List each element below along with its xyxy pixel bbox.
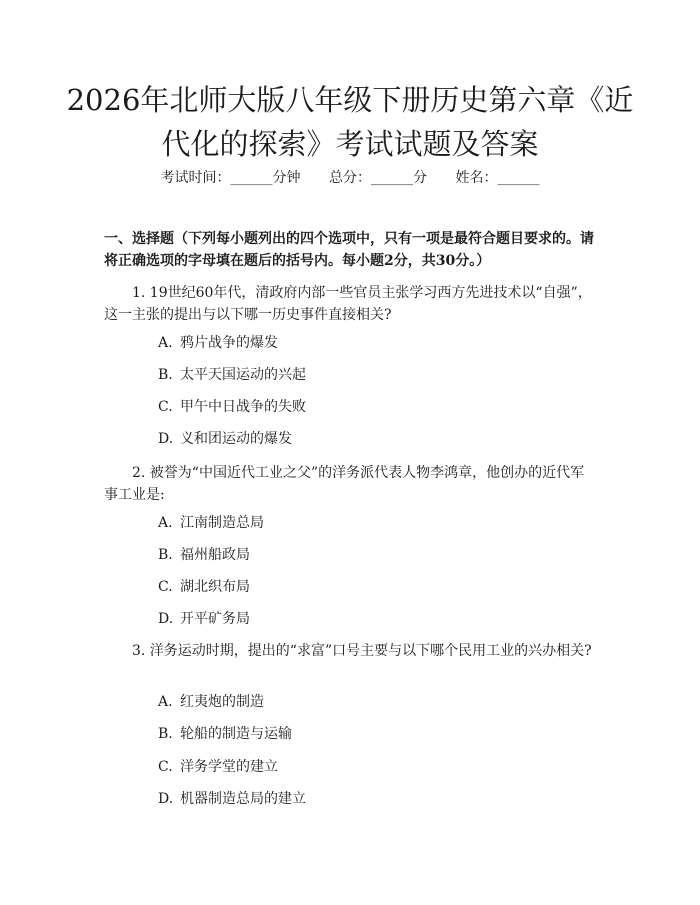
- question-1-stem: 1. 19世纪60年代，清政府内部一些官员主张学习西方先进技术以“自强”，这一主张的提出与以下哪一历史事件直接相关?: [104, 285, 592, 323]
- question-3-option-c: [158, 757, 278, 777]
- option-letter: A.: [158, 515, 173, 531]
- question-2-stem: 2. 被誉为“中国近代工业之父”的洋务派代表人物李鸿章，他创办的近代军事工业是:: [104, 465, 585, 503]
- option-text: 鸦片战争的爆发: [180, 335, 278, 351]
- question-2-option-c: [158, 577, 250, 597]
- question-3-option-d: [158, 789, 306, 809]
- question-3-option-a: [158, 692, 264, 712]
- option-letter: C.: [158, 579, 173, 595]
- option-text: 机器制造总局的建立: [180, 791, 306, 807]
- option-letter: D.: [158, 611, 174, 627]
- question-2-option-d: [158, 609, 250, 629]
- option-text: 甲午中日战争的失败: [180, 399, 306, 415]
- option-text: 福州船政局: [180, 547, 250, 563]
- question-1-option-b: [158, 365, 306, 385]
- option-text: 开平矿务局: [180, 611, 250, 627]
- option-text: 轮船的制造与运输: [180, 726, 292, 742]
- option-text: 太平天国运动的兴起: [180, 367, 306, 383]
- document-title: 2026年北师大版八年级下册历史第六章《近代化的探索》考试试题及答案: [66, 83, 634, 161]
- option-letter: B.: [158, 367, 173, 383]
- total-score-field: 总分：______分: [329, 170, 427, 186]
- exam-meta: [0, 168, 700, 188]
- exam-time-field: 考试时间：______分钟: [160, 170, 301, 186]
- option-letter: B.: [158, 547, 173, 563]
- option-letter: A.: [158, 335, 173, 351]
- question-2-option-b: [158, 545, 250, 565]
- question-1-option-d: [158, 429, 292, 449]
- option-text: 义和团运动的爆发: [180, 431, 292, 447]
- question-3-option-b: [158, 724, 292, 744]
- question-1-option-c: [158, 397, 306, 417]
- option-text: 江南制造总局: [180, 515, 264, 531]
- option-letter: A.: [158, 694, 173, 710]
- option-text: 湖北织布局: [180, 579, 250, 595]
- option-letter: D.: [158, 431, 174, 447]
- option-letter: D.: [158, 791, 174, 807]
- option-text: 洋务学堂的建立: [180, 759, 278, 775]
- option-text: 红夷炮的制造: [180, 694, 264, 710]
- section-heading: 一、选择题（下列每小题列出的四个选项中，只有一项是最符合题目要求的。请将正确选项的字母填在题后的括号内。每小题2分，共30分。）: [104, 231, 594, 269]
- name-field: 姓名：______: [455, 170, 540, 186]
- option-letter: C.: [158, 759, 173, 775]
- question-2-option-a: [158, 513, 264, 533]
- option-letter: B.: [158, 726, 173, 742]
- question-1-option-a: [158, 333, 278, 353]
- question-3-stem: 3. 洋务运动时期，提出的“求富”口号主要与以下哪个民用工业的兴办相关?: [132, 643, 592, 659]
- option-letter: C.: [158, 399, 173, 415]
